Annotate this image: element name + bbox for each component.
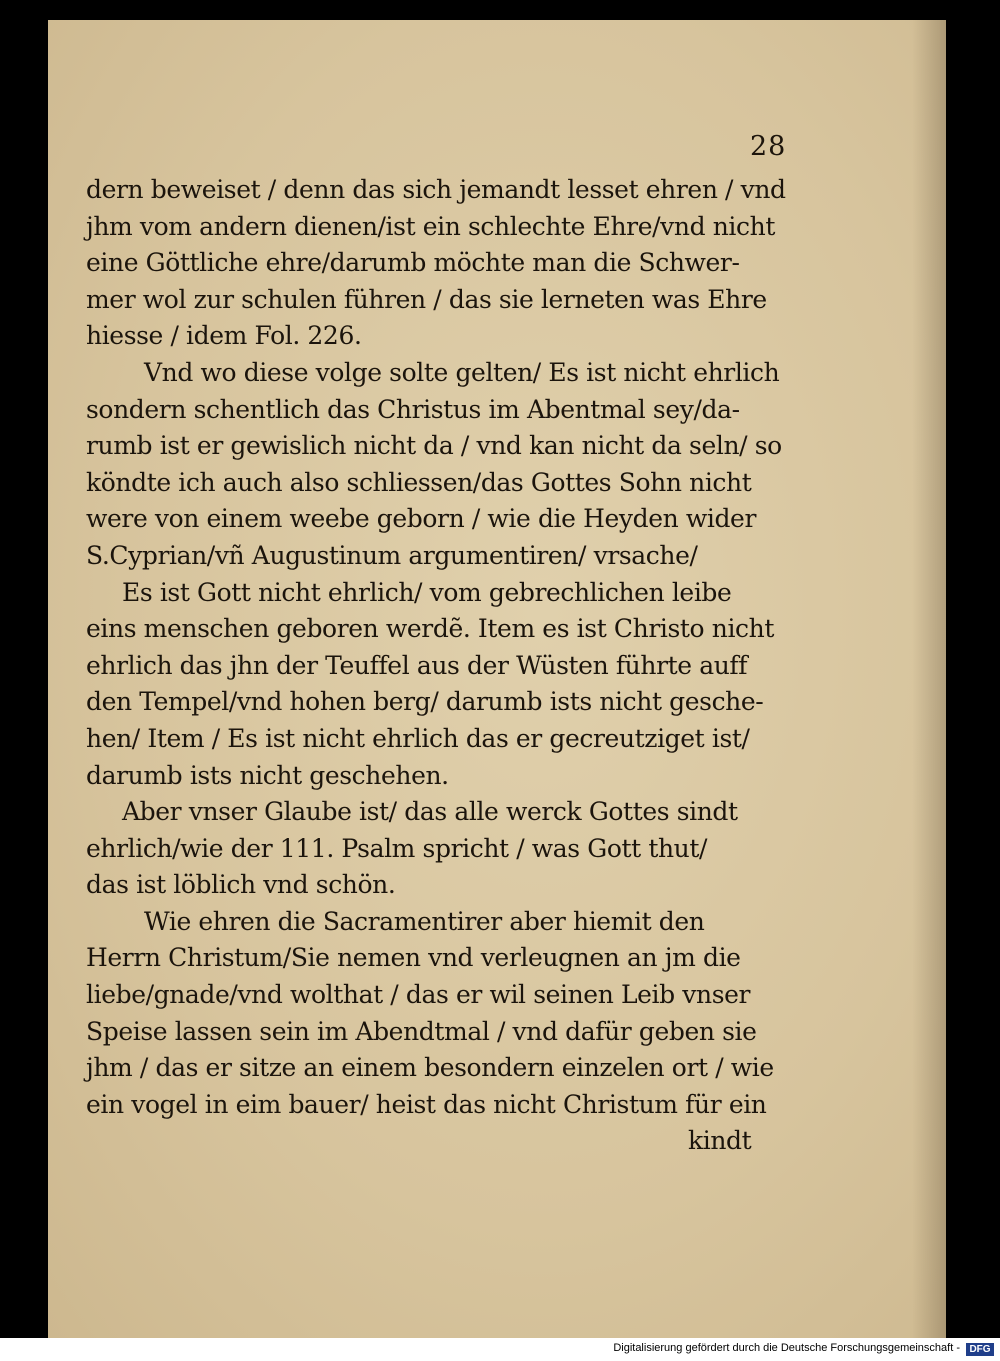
text-line: eine Göttliche ehre/darumb möchte man die Schwer-	[86, 248, 740, 278]
text-line: mer wol zur schulen führen / das sie lerneten was Ehre	[86, 284, 767, 314]
text-line: den Tempel/vnd hohen berg/ darumb ists nicht gesche-	[86, 687, 764, 717]
text-line: köndte ich auch also schliessen/das Gottes Sohn nicht	[86, 467, 752, 497]
text-line: ehrlich/wie der 111. Psalm spricht / was Gott thut/	[86, 833, 708, 863]
text-line: das ist löblich vnd schön.	[86, 870, 396, 900]
text-line: eins menschen geboren werdẽ. Item es ist Christo nicht	[86, 614, 774, 644]
page-number: 28	[750, 131, 787, 162]
text-line: ehrlich das jhn der Teuffel aus der Wüsten führte auff	[86, 650, 748, 680]
text-line: Herrn Christum/Sie nemen vnd verleugnen an jm die	[86, 943, 741, 973]
text-line: liebe/gnade/vnd wolthat / das er wil seinen Leib vnser	[86, 980, 751, 1010]
text-line: darumb ists nicht geschehen.	[86, 760, 449, 790]
dfg-logo: DFG	[966, 1343, 994, 1356]
text-block	[86, 172, 848, 1160]
funding-notice: Digitalisierung gefördert durch die Deutsche Forschungsgemeinschaft -	[613, 1342, 960, 1354]
text-line: S.Cyprian/vñ Augustinum argumentiren/ vrsache/	[86, 540, 698, 570]
text-line: rumb ist er gewislich nicht da / vnd kan nicht da seln/ so	[86, 431, 782, 461]
text-line: hen/ Item / Es ist nicht ehrlich das er gecreutziget ist/	[86, 723, 750, 753]
text-line: jhm vom andern dienen/ist ein schlechte Ehre/vnd nicht	[86, 211, 775, 241]
text-line: Vnd wo diese volge solte gelten/ Es ist nicht ehrlich	[144, 357, 780, 387]
text-line: hiesse / idem Fol. 226.	[86, 321, 362, 351]
text-line: jhm / das er sitze an einem besondern einzelen ort / wie	[86, 1053, 774, 1083]
document-page	[48, 20, 946, 1338]
text-line: ein vogel in eim bauer/ heist das nicht Christum für ein	[86, 1089, 767, 1119]
text-line: sondern schentlich das Christus im Abentmal sey/da-	[86, 394, 740, 424]
catchword: kindt	[688, 1126, 752, 1156]
text-line: dern beweiset / denn das sich jemandt lesset ehren / vnd	[86, 175, 786, 204]
page-edge-shadow	[912, 20, 946, 1338]
footer-bar	[0, 1338, 1000, 1361]
text-line: Speise lassen sein im Abendtmal / vnd dafür geben sie	[86, 1016, 757, 1046]
text-line: Es ist Gott nicht ehrlich/ vom gebrechlichen leibe	[122, 577, 732, 607]
text-line: Wie ehren die Sacramentirer aber hiemit den	[144, 906, 705, 936]
text-line: Aber vnser Glaube ist/ das alle werck Gottes sindt	[122, 797, 738, 827]
text-line: were von einem weebe geborn / wie die Heyden wider	[86, 504, 756, 534]
